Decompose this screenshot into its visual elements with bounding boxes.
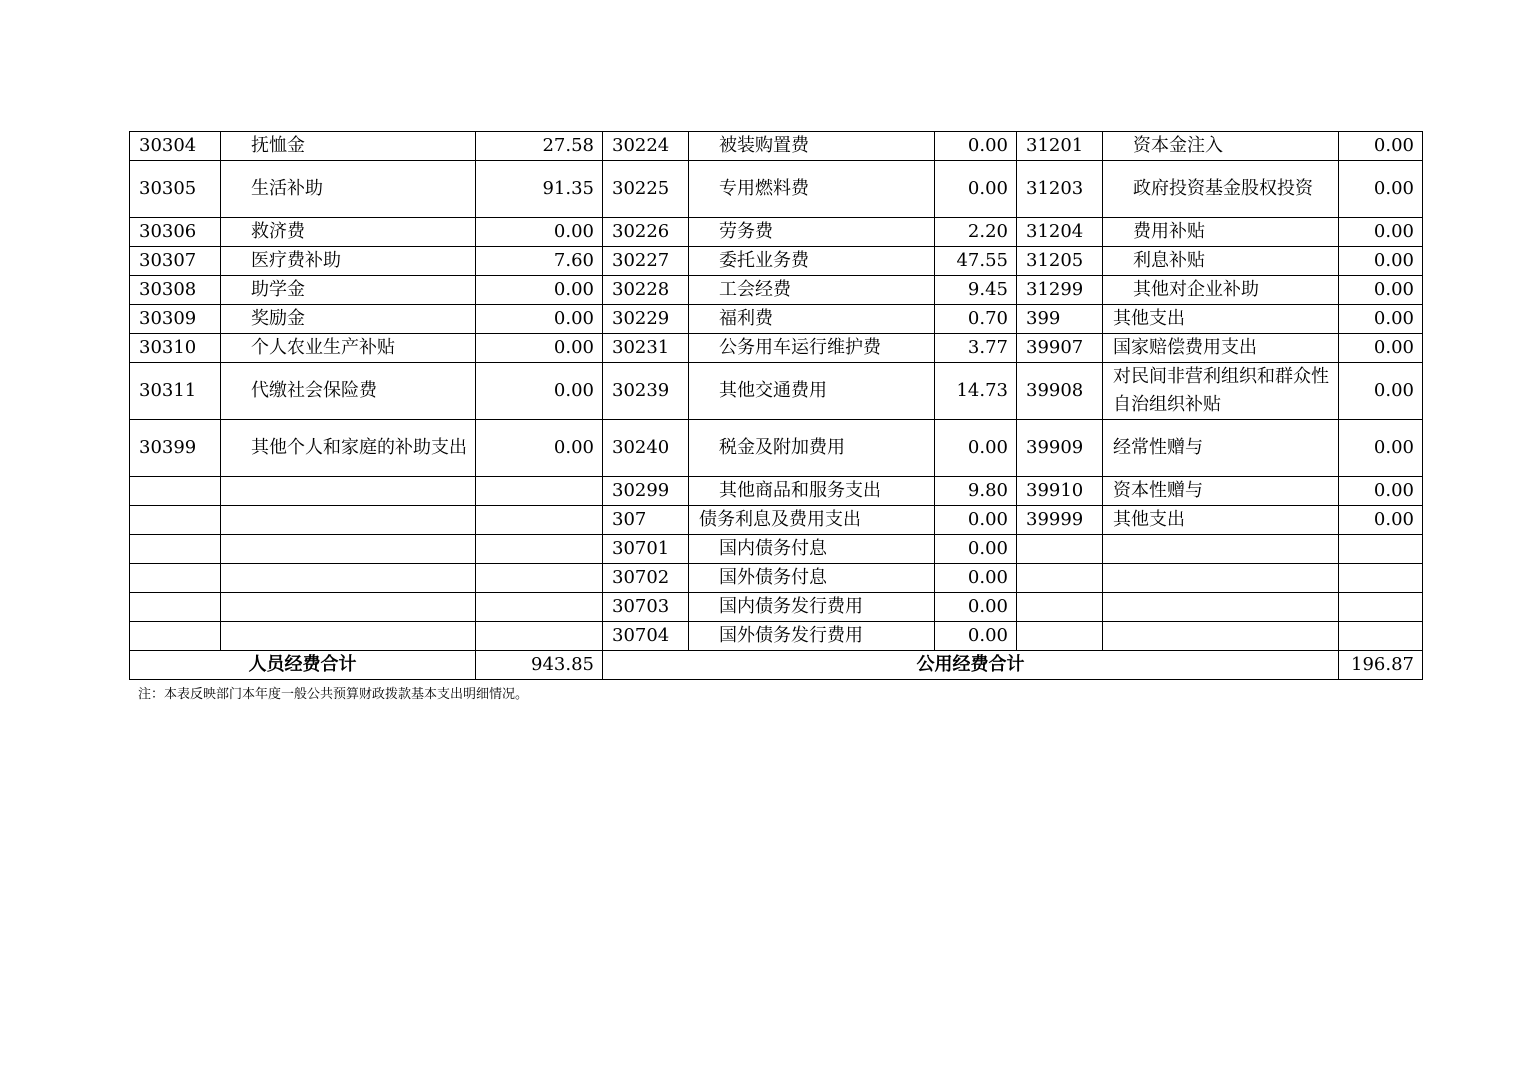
item-name-cell: 其他交通费用 xyxy=(689,363,935,420)
item-name-text: 政府投资基金股权投资 xyxy=(1133,178,1313,199)
amount-cell: 2.20 xyxy=(935,218,1017,247)
amount-cell: 0.00 xyxy=(476,218,603,247)
item-name-cell: 资本金注入 xyxy=(1103,132,1339,161)
code-cell xyxy=(130,535,221,564)
code-cell: 39909 xyxy=(1017,420,1103,477)
amount-cell xyxy=(476,622,603,651)
item-name-cell: 国内债务发行费用 xyxy=(689,593,935,622)
table-row xyxy=(130,564,1423,593)
amount-cell: 0.00 xyxy=(1339,132,1423,161)
item-name-cell xyxy=(221,564,476,593)
amount-cell: 0.00 xyxy=(476,363,603,420)
amount-cell: 14.73 xyxy=(935,363,1017,420)
code-cell: 30702 xyxy=(603,564,689,593)
item-name-cell: 救济费 xyxy=(221,218,476,247)
table-row xyxy=(130,161,1423,218)
item-name-cell xyxy=(1103,535,1339,564)
table-row xyxy=(130,477,1423,506)
code-cell: 30305 xyxy=(130,161,221,218)
item-name-cell: 工会经费 xyxy=(689,276,935,305)
item-name-cell: 个人农业生产补贴 xyxy=(221,334,476,363)
amount-cell: 0.70 xyxy=(935,305,1017,334)
code-cell: 39908 xyxy=(1017,363,1103,420)
item-name-cell xyxy=(221,622,476,651)
amount-cell xyxy=(476,506,603,535)
item-name-cell: 专用燃料费 xyxy=(689,161,935,218)
code-cell: 30306 xyxy=(130,218,221,247)
item-name-cell: 国外债务付息 xyxy=(689,564,935,593)
item-name-cell xyxy=(221,535,476,564)
table-footnote: 注：本表反映部门本年度一般公共预算财政拨款基本支出明细情况。 xyxy=(138,687,529,702)
item-name-cell: 生活补助 xyxy=(221,161,476,218)
code-cell: 30239 xyxy=(603,363,689,420)
amount-cell xyxy=(1339,564,1423,593)
amount-cell: 0.00 xyxy=(935,593,1017,622)
code-cell: 30307 xyxy=(130,247,221,276)
amount-cell: 0.00 xyxy=(935,622,1017,651)
item-name-text: 其他个人和家庭的补助支出 xyxy=(251,437,467,458)
item-name-cell xyxy=(1103,161,1339,218)
amount-cell: 0.00 xyxy=(476,276,603,305)
code-cell: 30226 xyxy=(603,218,689,247)
table-row xyxy=(130,622,1423,651)
table-row xyxy=(130,132,1423,161)
amount-cell: 0.00 xyxy=(1339,305,1423,334)
item-name-cell xyxy=(221,477,476,506)
code-cell: 39910 xyxy=(1017,477,1103,506)
amount-cell xyxy=(476,535,603,564)
item-name-cell: 其他对企业补助 xyxy=(1103,276,1339,305)
item-name-cell: 税金及附加费用 xyxy=(689,420,935,477)
item-name-cell: 福利费 xyxy=(689,305,935,334)
code-cell: 30703 xyxy=(603,593,689,622)
item-name-cell: 代缴社会保险费 xyxy=(221,363,476,420)
amount-cell: 0.00 xyxy=(476,334,603,363)
public-total-label: 公用经费合计 xyxy=(603,651,1339,680)
amount-cell xyxy=(476,593,603,622)
item-name-cell: 利息补贴 xyxy=(1103,247,1339,276)
amount-cell: 0.00 xyxy=(935,132,1017,161)
amount-cell: 7.60 xyxy=(476,247,603,276)
code-cell: 307 xyxy=(603,506,689,535)
amount-cell: 9.80 xyxy=(935,477,1017,506)
code-cell: 31203 xyxy=(1017,161,1103,218)
amount-cell: 0.00 xyxy=(1339,477,1423,506)
code-cell xyxy=(130,622,221,651)
code-cell: 399 xyxy=(1017,305,1103,334)
amount-cell: 0.00 xyxy=(1339,218,1423,247)
code-cell xyxy=(1017,564,1103,593)
code-cell: 30224 xyxy=(603,132,689,161)
item-name-cell xyxy=(221,593,476,622)
code-cell: 39999 xyxy=(1017,506,1103,535)
personnel-total-label: 人员经费合计 xyxy=(130,651,476,680)
amount-cell: 0.00 xyxy=(476,420,603,477)
item-name-cell: 助学金 xyxy=(221,276,476,305)
code-cell: 30308 xyxy=(130,276,221,305)
code-cell xyxy=(130,506,221,535)
item-name-cell xyxy=(221,506,476,535)
code-cell: 31201 xyxy=(1017,132,1103,161)
personnel-total-value: 943.85 xyxy=(476,651,603,680)
amount-cell xyxy=(476,564,603,593)
item-name-cell: 医疗费补助 xyxy=(221,247,476,276)
amount-cell xyxy=(1339,622,1423,651)
amount-cell: 0.00 xyxy=(935,420,1017,477)
item-name-cell: 对民间非营利组织和群众性自治组织补贴 xyxy=(1103,363,1339,420)
amount-cell: 0.00 xyxy=(1339,420,1423,477)
code-cell xyxy=(1017,593,1103,622)
table-row xyxy=(130,506,1423,535)
amount-cell: 27.58 xyxy=(476,132,603,161)
item-name-cell: 公务用车运行维护费 xyxy=(689,334,935,363)
item-name-cell: 其他支出 xyxy=(1103,305,1339,334)
table-row xyxy=(130,535,1423,564)
code-cell: 30225 xyxy=(603,161,689,218)
amount-cell: 9.45 xyxy=(935,276,1017,305)
amount-cell: 0.00 xyxy=(476,305,603,334)
code-cell xyxy=(130,477,221,506)
public-total-value: 196.87 xyxy=(1339,651,1423,680)
table-row xyxy=(130,247,1423,276)
code-cell: 30299 xyxy=(603,477,689,506)
amount-cell xyxy=(1339,535,1423,564)
table-row xyxy=(130,218,1423,247)
item-name-cell: 国家赔偿费用支出 xyxy=(1103,334,1339,363)
amount-cell: 0.00 xyxy=(935,564,1017,593)
code-cell xyxy=(130,593,221,622)
code-cell: 30304 xyxy=(130,132,221,161)
code-cell: 30701 xyxy=(603,535,689,564)
amount-cell: 91.35 xyxy=(476,161,603,218)
table-row xyxy=(130,593,1423,622)
amount-cell: 0.00 xyxy=(1339,363,1423,420)
code-cell xyxy=(1017,622,1103,651)
item-name-cell: 国内债务付息 xyxy=(689,535,935,564)
amount-cell xyxy=(1339,593,1423,622)
amount-cell: 0.00 xyxy=(1339,506,1423,535)
item-name-cell: 委托业务费 xyxy=(689,247,935,276)
code-cell xyxy=(1017,535,1103,564)
code-cell: 30310 xyxy=(130,334,221,363)
amount-cell: 0.00 xyxy=(1339,334,1423,363)
code-cell: 30227 xyxy=(603,247,689,276)
table-row xyxy=(130,305,1423,334)
code-cell: 30240 xyxy=(603,420,689,477)
code-cell: 30311 xyxy=(130,363,221,420)
item-name-cell: 费用补贴 xyxy=(1103,218,1339,247)
totals-row xyxy=(130,651,1423,680)
amount-cell: 3.77 xyxy=(935,334,1017,363)
expenditure-detail-table xyxy=(129,131,1423,680)
code-cell: 31205 xyxy=(1017,247,1103,276)
item-name-cell: 劳务费 xyxy=(689,218,935,247)
code-cell: 30228 xyxy=(603,276,689,305)
item-name-cell: 债务利息及费用支出 xyxy=(689,506,935,535)
code-cell: 30399 xyxy=(130,420,221,477)
item-name-cell: 其他支出 xyxy=(1103,506,1339,535)
code-cell: 30704 xyxy=(603,622,689,651)
amount-cell: 0.00 xyxy=(1339,276,1423,305)
item-name-cell: 抚恤金 xyxy=(221,132,476,161)
code-cell: 31299 xyxy=(1017,276,1103,305)
table-row xyxy=(130,334,1423,363)
amount-cell: 0.00 xyxy=(935,161,1017,218)
item-name-cell xyxy=(1103,593,1339,622)
table-row xyxy=(130,276,1423,305)
item-name-cell: 奖励金 xyxy=(221,305,476,334)
code-cell: 39907 xyxy=(1017,334,1103,363)
code-cell: 30309 xyxy=(130,305,221,334)
item-name-cell xyxy=(221,420,476,477)
item-name-cell: 国外债务发行费用 xyxy=(689,622,935,651)
amount-cell: 0.00 xyxy=(1339,161,1423,218)
item-name-cell: 经常性赠与 xyxy=(1103,420,1339,477)
table-row xyxy=(130,363,1423,420)
amount-cell: 0.00 xyxy=(935,535,1017,564)
item-name-cell xyxy=(1103,622,1339,651)
code-cell: 31204 xyxy=(1017,218,1103,247)
table-row xyxy=(130,420,1423,477)
amount-cell xyxy=(476,477,603,506)
amount-cell: 47.55 xyxy=(935,247,1017,276)
item-name-cell: 资本性赠与 xyxy=(1103,477,1339,506)
item-name-cell xyxy=(1103,564,1339,593)
code-cell: 30231 xyxy=(603,334,689,363)
item-name-cell: 被装购置费 xyxy=(689,132,935,161)
amount-cell: 0.00 xyxy=(1339,247,1423,276)
code-cell xyxy=(130,564,221,593)
amount-cell: 0.00 xyxy=(935,506,1017,535)
code-cell: 30229 xyxy=(603,305,689,334)
item-name-cell: 其他商品和服务支出 xyxy=(689,477,935,506)
